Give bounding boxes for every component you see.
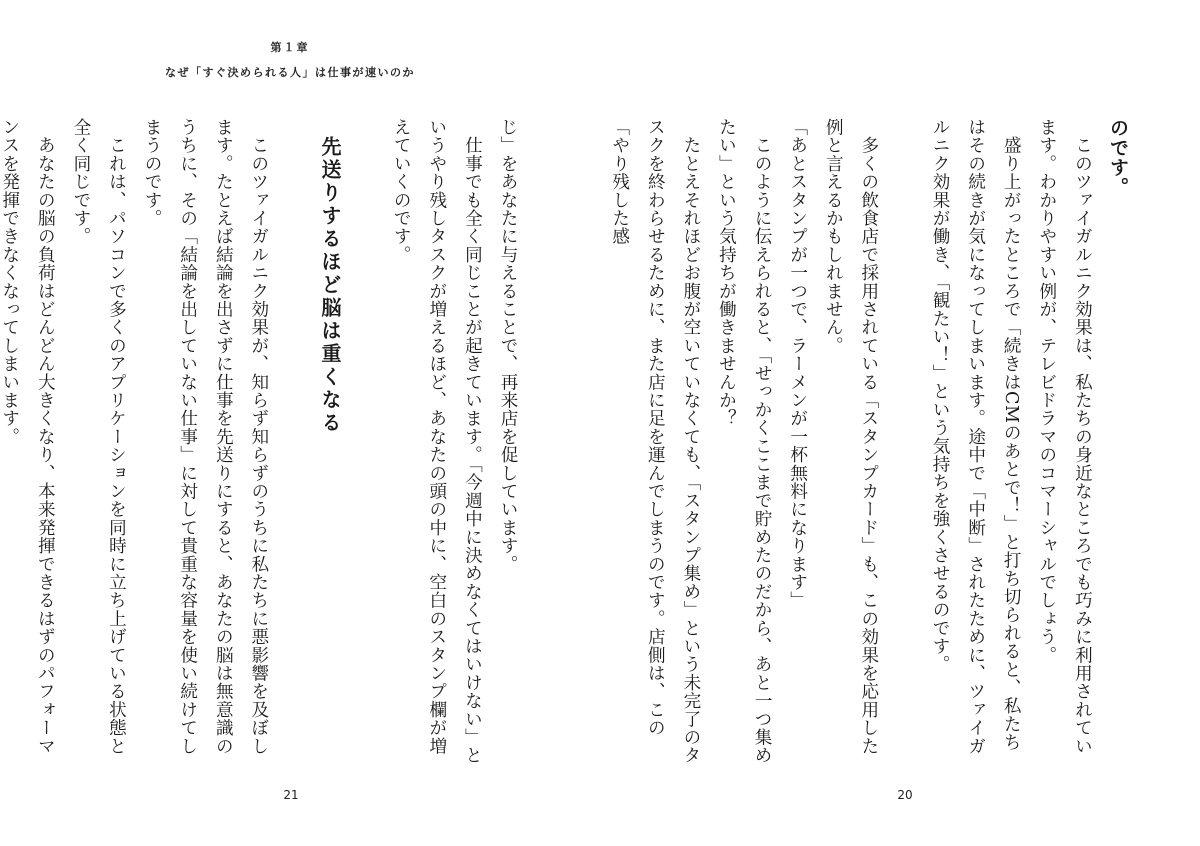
paragraph: 盛り上がったところで「続きはCMのあとで！」と打ち切られると、私たちはその続きが気になってしまいます。途中で「中断」されたために、ツァイガルニク効果が働き、「観たい！」という気持ちを強くさせるのです。 bbox=[930, 118, 1022, 755]
section-heading: 先送りするほど脳は重くなる bbox=[318, 136, 343, 435]
paragraph: これは、パソコンで多くのアプリケーションを同時に立ち上げている状態と全く同じです。 bbox=[70, 118, 127, 755]
lead-sentence: のです。 bbox=[1107, 118, 1129, 197]
page-number-right: 20 bbox=[897, 788, 913, 802]
paragraph: このツァイガルニク効果が、知らず知らずのうちに私たちに悪影響を及ぼします。たとえば結論を出さずに仕事を先送りにすると、あなたの脳は無意識のうちに、その「結論を出していない仕事」に対して貴重な容量を使い続けてしまうのです。 bbox=[142, 118, 269, 755]
paragraph-continuation: じ」をあなたに与えることで、再来店を促しています。 bbox=[498, 118, 518, 573]
paragraph-gap bbox=[347, 118, 383, 768]
page-number-left: 21 bbox=[283, 788, 299, 802]
right-page-body bbox=[609, 118, 1135, 768]
paragraph: このように伝えられると、「せっかくここまで貯めたのだから、あと一つ集めたい」という気持ちが働きませんか？ bbox=[716, 118, 773, 765]
paragraph: あなたの脳の負荷はどんどん大きくなり、本来発揮できるはずのパフォーマンスを発揮できなくなってしまいます。 bbox=[0, 118, 56, 755]
paragraph: 多くの飲食店で採用されている「スタンプカード」も、この効果を応用した例と言えるかもしれません。 bbox=[823, 118, 879, 755]
paragraph: たとえそれほどお腹が空いていなくても、「スタンプ集め」という未完了のタスクを終わらせるために、また店に足を運んでしまうのです。店側は、この「やり残した感 bbox=[609, 118, 701, 765]
paragraph-gap bbox=[886, 118, 922, 768]
chapter-number: 第１章 bbox=[270, 41, 310, 54]
paragraph: 仕事でも全く同じことが起きています。「今週中に決めなくてはいけない」というやり残しタスクが増えるほど、あなたの頭の中に、空白のスタンプ欄が増えていくのです。 bbox=[391, 118, 483, 765]
paragraph-gap bbox=[276, 118, 312, 768]
chapter-title: なぜ「すぐ決められる人」は仕事が速いのか bbox=[165, 66, 415, 79]
left-page-body bbox=[0, 118, 525, 768]
paragraph: 「あとスタンプが一つで、ラーメンが一杯無料になります」 bbox=[787, 118, 808, 610]
paragraph: このツァイガルニク効果は、私たちの身近なところでも巧みに利用されています。わかりやすい例が、テレビドラマのコマーシャルでしょう。 bbox=[1036, 118, 1093, 755]
